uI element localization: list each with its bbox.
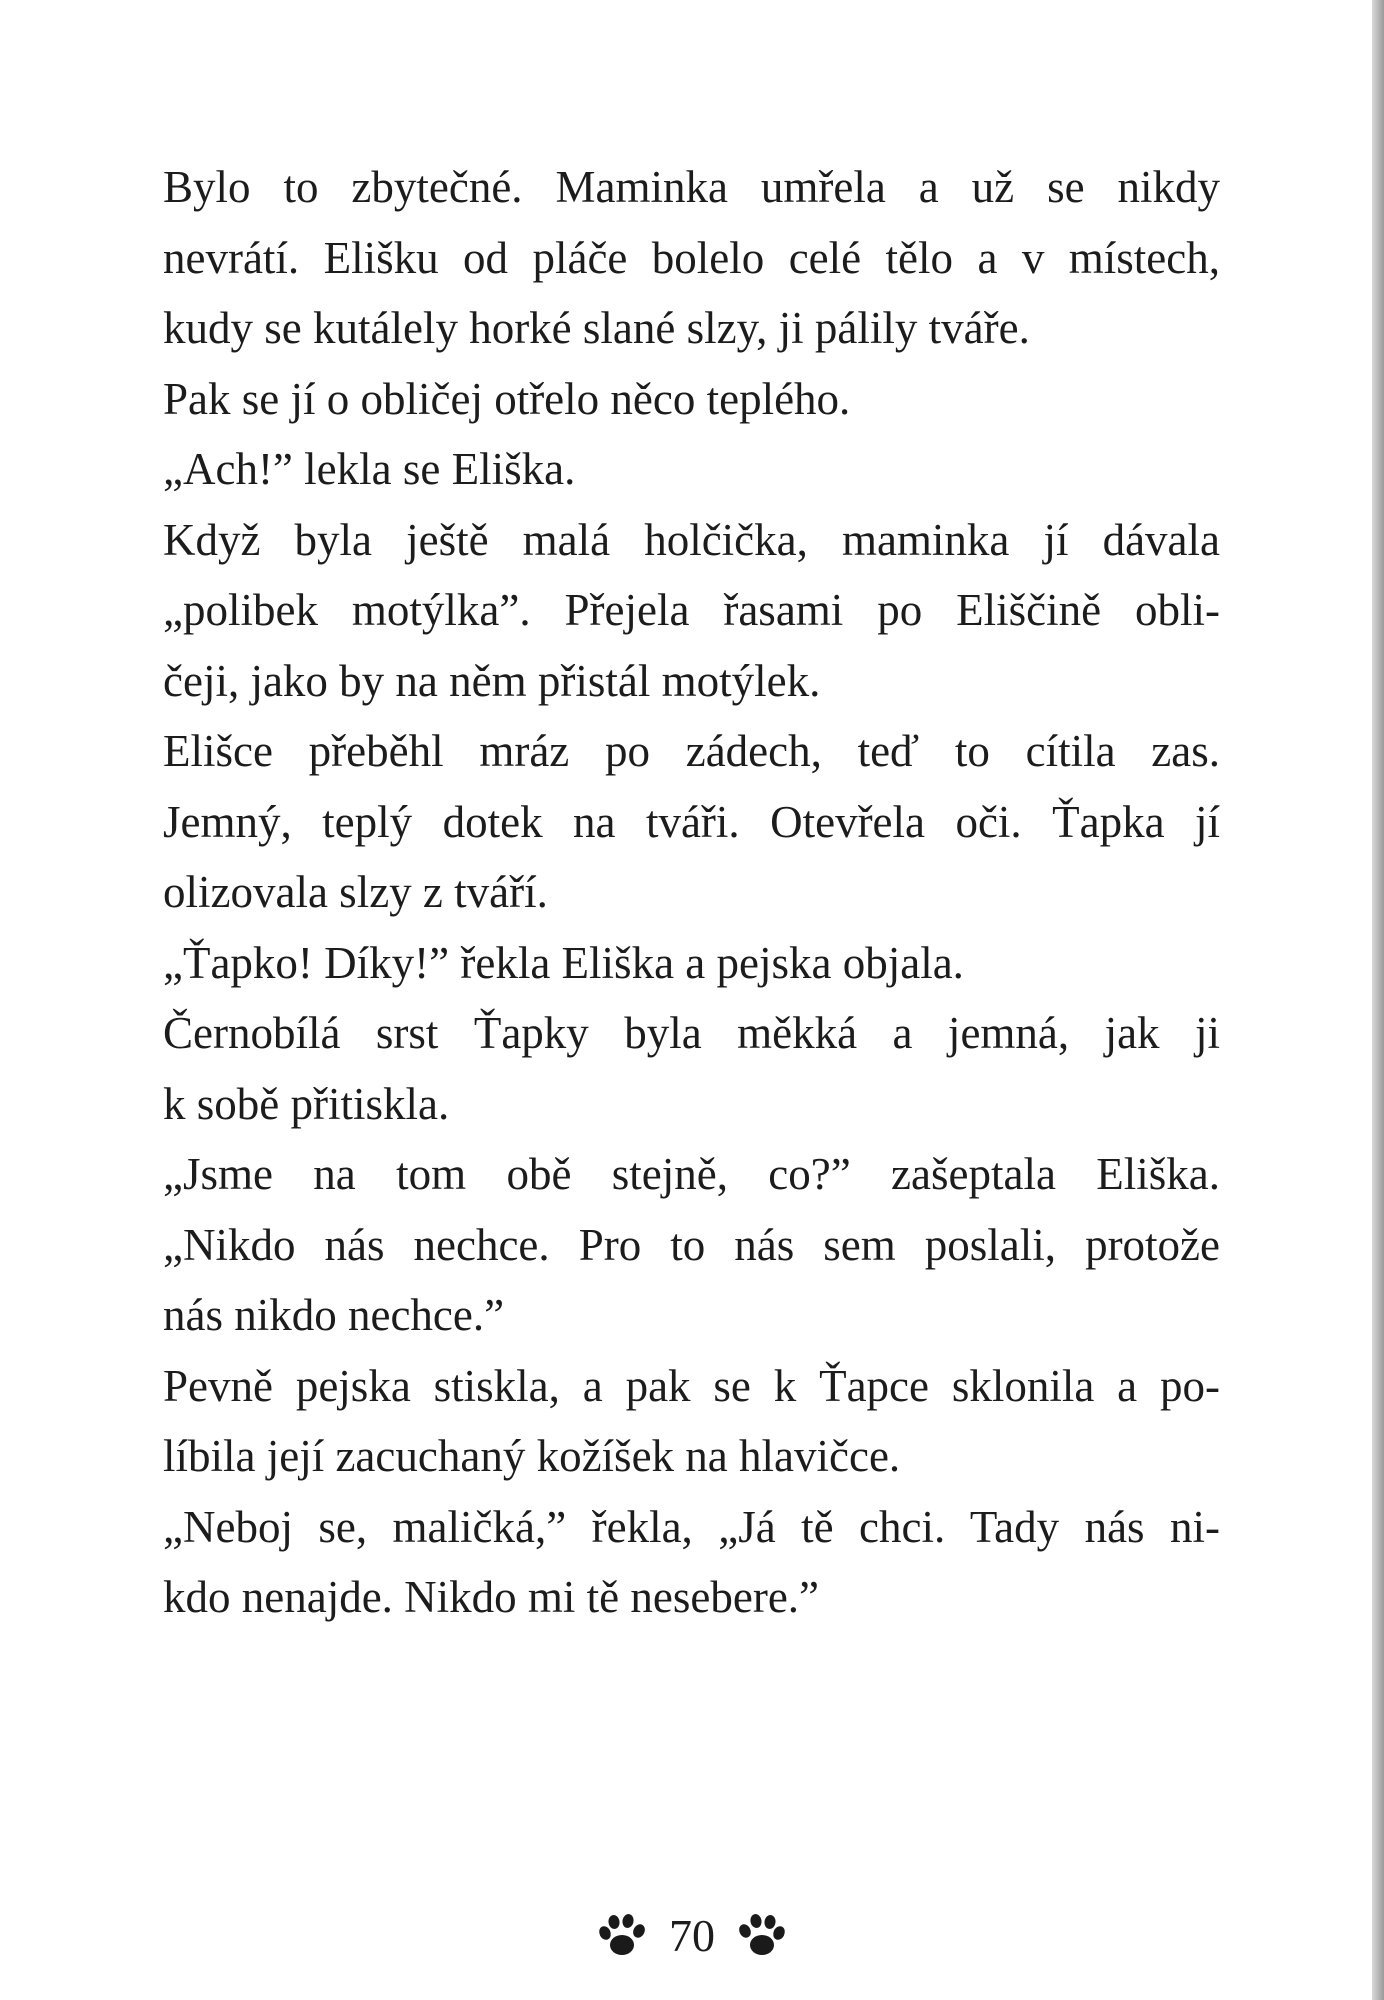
text-line: „Ach!” lekla se Eliška. [163, 444, 576, 494]
text-line: Pevně pejska stiskla, a pak se k Ťapce sklonila a po- [163, 1360, 1220, 1411]
paw-print-icon [733, 1911, 789, 1961]
page-number: 70 [669, 1910, 715, 1961]
body-text [163, 152, 1220, 1633]
text-line: „polibek motýlka”. Přejela řasami po Eliščině obli- [163, 585, 1220, 635]
text-line: Pak se jí o obličej otřelo něco teplého. [163, 373, 851, 424]
text-line: Jemný, teplý dotek na tváři. Otevřela oči. Ťapka jí [163, 796, 1220, 847]
text-line: kdo nenajde. Nikdo mi tě nesebere.” [163, 1572, 820, 1622]
text-line: čeji, jako by na něm přistál motýlek. [163, 655, 821, 706]
text-line: Bylo to zbytečné. Maminka umřela a už se nikdy [163, 162, 1220, 212]
page-edge-shadow [1372, 0, 1384, 2000]
text-line: nevrátí. Elišku od pláče bolelo celé tělo a v místech, [163, 232, 1220, 283]
text-line: Elišce přeběhl mráz po zádech, teď to cítila zas. [163, 726, 1220, 776]
text-line: olizovala slzy z tváří. [163, 867, 548, 917]
text-line: Když byla ještě malá holčička, maminka jí dávala [163, 514, 1220, 565]
page-footer [0, 1904, 1384, 1968]
text-line: líbila její zacuchaný kožíšek na hlavičce. [163, 1431, 901, 1481]
text-line: kudy se kutálely horké slané slzy, ji pálily tváře. [163, 303, 1030, 353]
text-line: nás nikdo nechce.” [163, 1290, 505, 1340]
text-line: „Nikdo nás nechce. Pro to nás sem poslali, protože [163, 1219, 1220, 1270]
paw-print-icon [595, 1911, 651, 1961]
text-line: „Ťapko! Díky!” řekla Eliška a pejska objala. [163, 937, 964, 988]
text-line: „Jsme na tom obě stejně, co?” zašeptala Eliška. [163, 1149, 1220, 1199]
text-line: „Neboj se, maličká,” řekla, „Já tě chci. Tady nás ni- [163, 1501, 1220, 1552]
text-line: Černobílá srst Ťapky byla měkká a jemná, jak ji [163, 1008, 1220, 1058]
text-line: k sobě přitiskla. [163, 1078, 450, 1129]
